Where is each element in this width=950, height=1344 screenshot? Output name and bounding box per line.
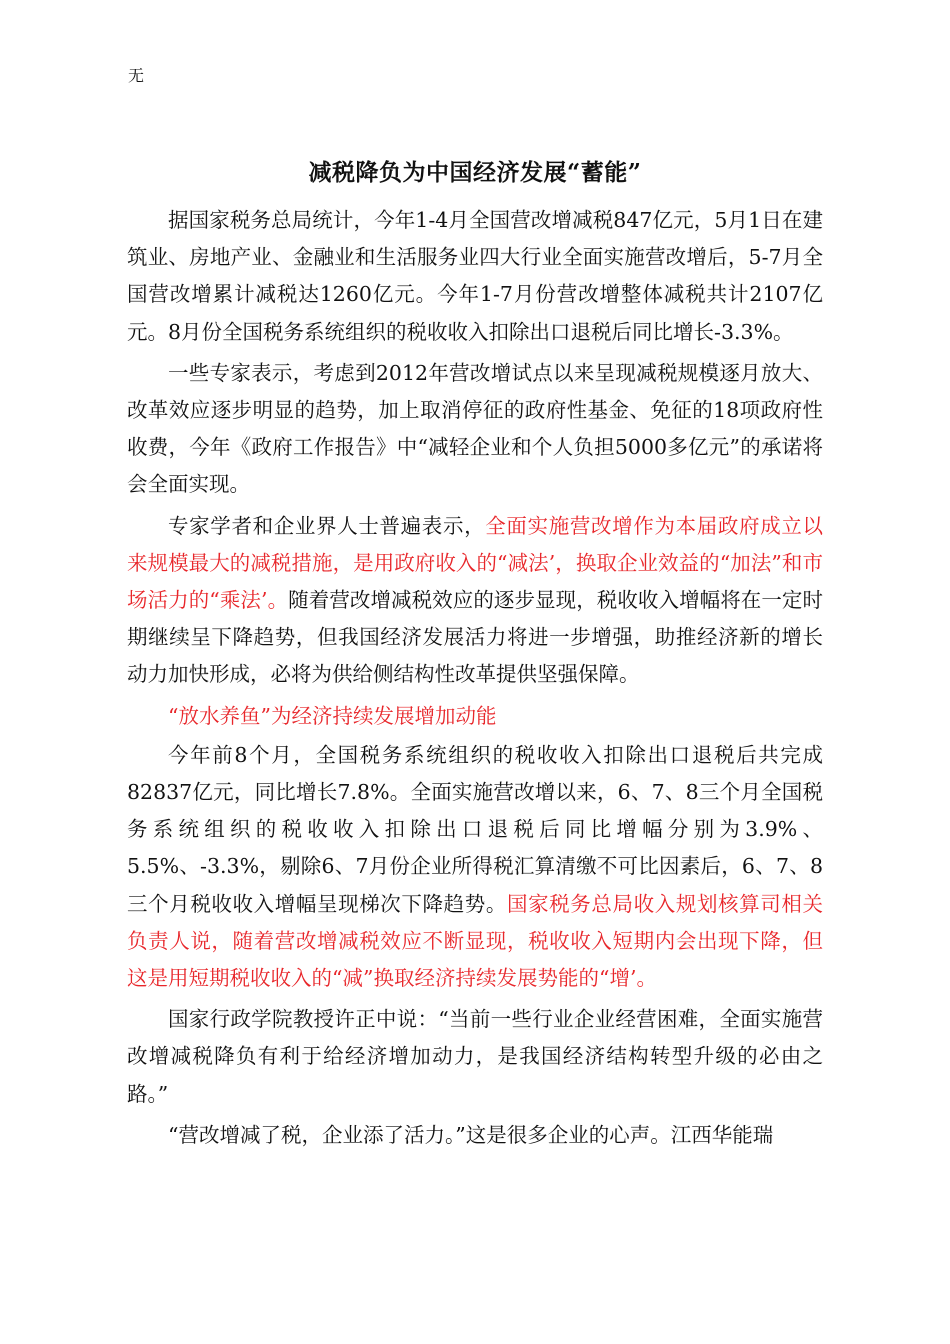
paragraph-text: 今年前8个月，全国税务系统组织的税收收入扣除出口退税后共完成82837亿元，同比增长7.8%。全面实施营改增以来，6、7、8三个月全国税务系统组织的税收收入扣除出口退税后同比增幅分别为3.9%、5.5%、-3.3%，剔除6、7月份企业所得税汇算清缴不可比因素后，6、7、8三个月税收收入增幅呈现梯次下降趋势。 <box>127 742 823 916</box>
paragraph-text: 专家学者和企业界人士普遍表示， <box>168 513 486 538</box>
paragraph-1 <box>127 202 823 351</box>
paragraph-3 <box>127 508 823 694</box>
header-mark: 无 <box>128 66 145 85</box>
highlighted-text: 国家税务总局收入规划核算司相关负责人说，随着营改增减税效应不断显现，税收收入短期内会出现下降，但这是用短期税收收入的“减”换取经济持续发展势能的“增’。 <box>127 891 823 991</box>
paragraph-text: 随着营改增减税效应的逐步显现，税收收入增幅将在一定时期继续呈下降趋势，但我国经济发展活力将进一步增强，助推经济新的增长动力加快形成，必将为供给侧结构性改革提供坚强保障。 <box>127 588 824 687</box>
paragraph-text: 一些专家表示，考虑到2012年营改增试点以来呈现减税规模逐月放大、改革效应逐步明显的趋势，加上取消停征的政府性基金、免征的18项政府性收费，今年《政府工作报告》中“减轻企业和个人负担5000多亿元”的承诺将会全面实现。 <box>127 360 823 497</box>
paragraph-2 <box>127 355 823 504</box>
paragraph-text: “营改增减了税，企业添了活力。”这是很多企业的心声。江西华能瑞 <box>168 1122 774 1147</box>
paragraph-6 <box>127 1117 823 1154</box>
section-subheading: “放水养鱼”为经济持续发展增加动能 <box>168 703 497 728</box>
paragraph-5 <box>127 1001 823 1113</box>
paragraph-text: 国家行政学院教授许正中说：“当前一些行业企业经营困难，全面实施营改增减税降负有利于给经济增加动力，是我国经济结构转型升级的必由之路。” <box>127 1007 823 1106</box>
highlighted-text: 全面实施营改增作为本届政府成立以来规模最大的减税措施，是用政府收入的“减法’，换取企业效益的“加法”和市场活力的“乘法’。 <box>127 513 823 613</box>
document-body <box>127 202 823 1158</box>
document-title: 减税降负为中国经济发展“蓄能” <box>308 159 642 186</box>
paragraph-4 <box>127 737 823 997</box>
paragraph-text: 据国家税务总局统计，今年1-4月全国营改增减税847亿元，5月1日在建筑业、房地产业、金融业和生活服务业四大行业全面实施营改增后，5-7月全国营改增累计减税达1260亿元。今年1-7月份营改增整体减税共计2107亿元。8月份全国税务系统组织的税收收入扣除出口退税后同比增长-3.3%。 <box>127 208 823 344</box>
